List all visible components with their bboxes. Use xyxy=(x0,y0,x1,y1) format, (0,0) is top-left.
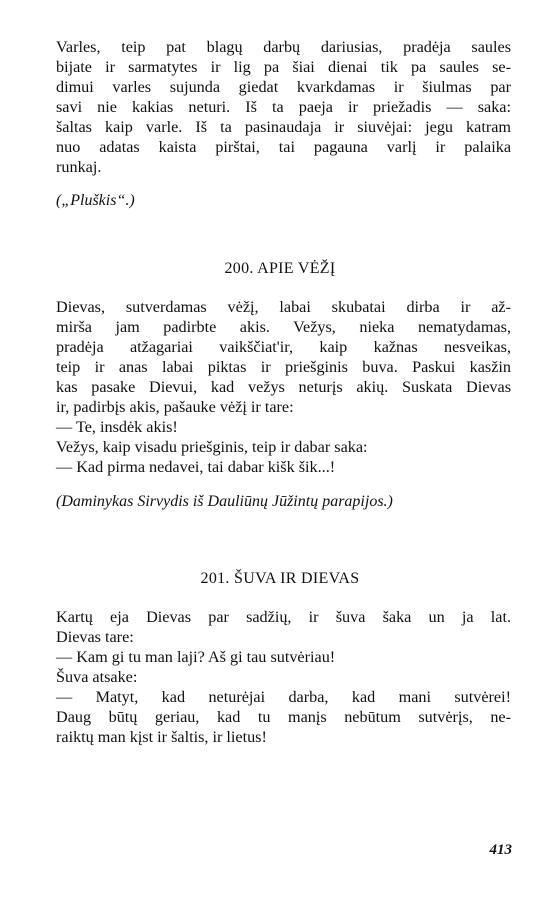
text-line: raiktų man kįst ir šaltis, ir lietus! xyxy=(56,728,267,746)
text-line: dimui varles sujunda giedat kvarkdamas ir šiulmas par xyxy=(56,78,511,96)
text-line: šaltas kaip varle. Iš ta pasinaudaja ir siuvėjai: jegu katram xyxy=(56,118,511,136)
paragraph-veziai xyxy=(56,297,511,477)
dialogue-line: — Kam gi tu man laji? Aš gi tau sutvėriau! xyxy=(56,648,336,666)
text-line: runkaj. xyxy=(56,158,102,176)
text-line: Varles, teip pat blagų darbų dariusias, pradėja saules xyxy=(56,38,511,56)
text-line: Dievas, sutverdamas vėžį, labai skubatai dirba ir až- xyxy=(56,298,511,316)
dialogue-line: Vežys, kaip visadu priešginis, teip ir dabar saka: xyxy=(56,438,368,456)
dialogue-line: — Kad pirma nedavei, tai dabar kišk šik...! xyxy=(56,458,336,476)
text-line: ir, padirbįs akis, pašauke vėžį ir tare: xyxy=(56,398,294,416)
text-line: kas pasake Dievui, kad vežys neturįs akių. Suskata Dievas xyxy=(56,378,511,396)
text-line: teip ir anas labai piktas ir priešginis buva. Paskui kasžin xyxy=(56,358,511,376)
paragraph-suva xyxy=(56,607,511,747)
text-line: mirša jam padirbte akis. Vežys, nieka nematydamas, xyxy=(56,318,511,336)
source-citation: (Daminykas Sirvydis iš Dauliūnų Jūžintų parapijos.) xyxy=(56,493,393,510)
text-line: Dievas tare: xyxy=(56,628,134,646)
text-line: Kartų eja Dievas par sadžių, ir šuva šaka un ja lat. xyxy=(56,608,511,626)
text-line: bijate ir sarmatytes ir lig pa šiai dienai tik pa saules se- xyxy=(56,58,511,76)
text-line: Daug būtų geriau, kad tu manįs nebūtum sutvėrįs, ne- xyxy=(56,708,511,726)
page-number: 413 xyxy=(489,842,512,858)
paragraph-varles xyxy=(56,37,511,177)
text-line: savi nie kakias neturi. Iš ta paeja ir priežadis — saka: xyxy=(56,98,511,116)
text-line: pradėja atžagariai vaikščiat'ir, kaip kažnas nesveikas, xyxy=(56,338,511,356)
text-line: nuo adatas kaista pirštai, tai pagauna varlį ir palaika xyxy=(56,138,511,156)
dialogue-line: — Te, insdėk akis! xyxy=(56,418,178,436)
text-line: — Matyt, kad neturėjai darba, kad mani sutvėrei! xyxy=(56,688,511,706)
section-heading-200: 200. APIE VĖŽĮ xyxy=(224,260,336,277)
dialogue-line: Šuva atsake: xyxy=(56,668,138,686)
source-citation: („Pluškis“.) xyxy=(56,192,135,209)
section-heading-201: 201. ŠUVA IR DIEVAS xyxy=(200,570,360,587)
